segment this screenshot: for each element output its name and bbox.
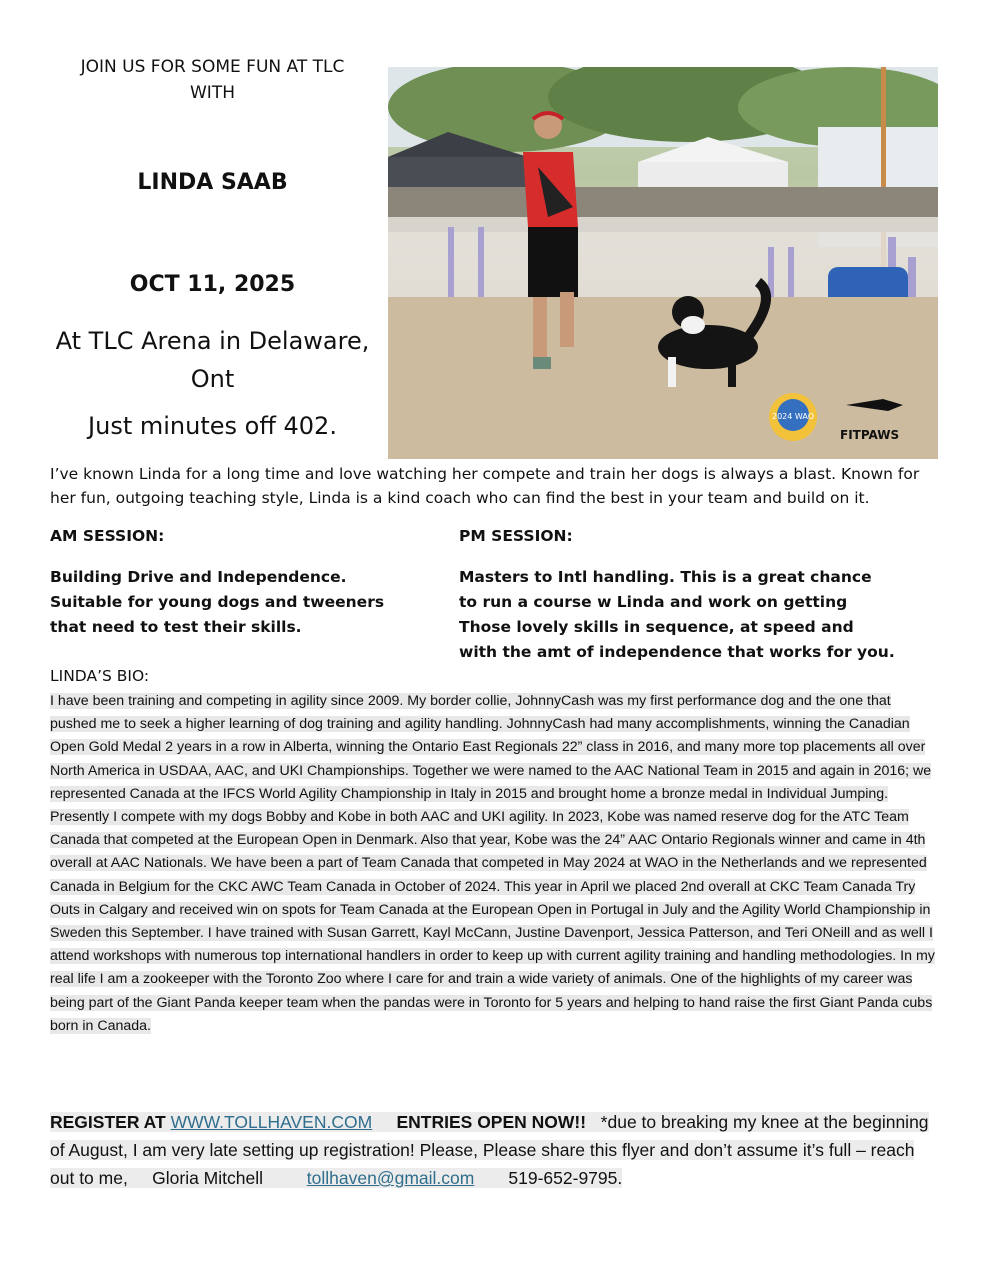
contact-name: Gloria Mitchell: [152, 1168, 264, 1188]
bio-heading: LINDA’S BIO:: [50, 667, 150, 685]
registration-note: *due to breaking my knee at the beginning of August, I am very late setting up registration! Please, Please share this flyer and don’t assume it’s full – reach out to me,: [50, 1112, 929, 1188]
header-line2: WITH: [190, 83, 235, 103]
am-line3: that need to test their skills.: [50, 618, 302, 636]
register-link[interactable]: WWW.TOLLHAVEN.COM: [170, 1112, 373, 1132]
am-session-description: [50, 565, 420, 640]
pm-line2: to run a course w Linda and work on getting: [459, 593, 848, 611]
venue-line1: At TLC Arena in Delaware,: [55, 327, 370, 355]
agility-photo: [388, 67, 938, 459]
venue: [30, 322, 395, 398]
sponsor-logo: FITPAWS: [840, 428, 900, 442]
venue-line2: Ont: [190, 365, 235, 393]
am-line1: Building Drive and Independence.: [50, 568, 347, 586]
contact-phone: 519-652-9795.: [508, 1168, 623, 1188]
pm-line1: Masters to Intl handling. This is a great chance: [459, 568, 872, 586]
pm-session-description: [459, 565, 919, 665]
entries-open: ENTRIES OPEN NOW!!: [396, 1112, 587, 1132]
pm-session-heading: PM SESSION:: [459, 527, 573, 545]
contact-email-link[interactable]: tollhaven@gmail.com: [306, 1168, 475, 1188]
am-line2: Suitable for young dogs and tweeners: [50, 593, 385, 611]
header-intro: [30, 54, 395, 106]
badge-text: 2024 WAO: [771, 412, 815, 421]
register-label: REGISTER AT: [50, 1112, 166, 1132]
pm-line4: with the amt of independence that works for you.: [459, 643, 895, 661]
location-note: Just minutes off 402.: [88, 412, 337, 440]
am-session-heading: AM SESSION:: [50, 527, 165, 545]
bio-text: I have been training and competing in agility since 2009. My border collie, JohnnyCash was my first performance dog and the one that pushed me to seek a higher learning of dog training and agility handling. JohnnyCash had many accomplishments, winning the Canadian Open Gold Medal 2 years in a row in Alberta, winning the Ontario East Regionals 22” class in 2016, and many more top placements all over North America in USDAA, AAC, and UKI Championships. Together we were named to the AAC National Team in 2015 and again in 2016; we represented Canada at the IFCS World Agility Championship in Italy in 2015 and brought home a bronze medal in Individual Jumping. Presently I compete with my dogs Bobby and Kobe in both AAC and UKI agility. In 2023, Kobe was named reserve dog for the ATC Team Canada that competed at the European Open in Denmark. Also that year, Kobe was the 24” AAC Ontario Regionals winner and came in 4th overall at AAC Nationals. We have been a part of Team Canada that competed in May 2024 at WAO in the Netherlands and we represented Canada in Belgium for the CKC AWC Team Canada in October of 2024. This year in April we placed 2nd overall at CKC Team Canada Try Outs in Calgary and received win on spots for Team Canada at the European Open in Portugal in July and the Agility World Championship in Sweden this September. I have trained with Susan Garrett, Kayl McCann, Justine Davenport, Jessica Patterson, and Teri ONeill and as well I attend workshops with numerous top international handlers in order to keep up with current agility training and handling methodologies. In my real life I am a zookeeper with the Toronto Zoo where I care for and train a wide variety of animals. One of the highlights of my career was being part of the Giant Panda keeper team when the pandas were in Toronto for 5 years and helping to hand raise the first Giant Panda cubs born in Canada.: [50, 693, 935, 1034]
intro-paragraph: I’ve known Linda for a long time and love watching her compete and train her dogs is always a blast. Known for her fun, outgoing teaching style, Linda is a kind coach who can find the best in your team and build on it.: [50, 465, 920, 507]
header-line1: JOIN US FOR SOME FUN AT TLC: [80, 57, 345, 77]
registration-block: [50, 1108, 940, 1192]
instructor-name: LINDA SAAB: [137, 170, 288, 195]
event-date: OCT 11, 2025: [129, 272, 296, 297]
pm-line3: Those lovely skills in sequence, at speed and: [459, 618, 854, 636]
bio-paragraph: [50, 690, 940, 1038]
